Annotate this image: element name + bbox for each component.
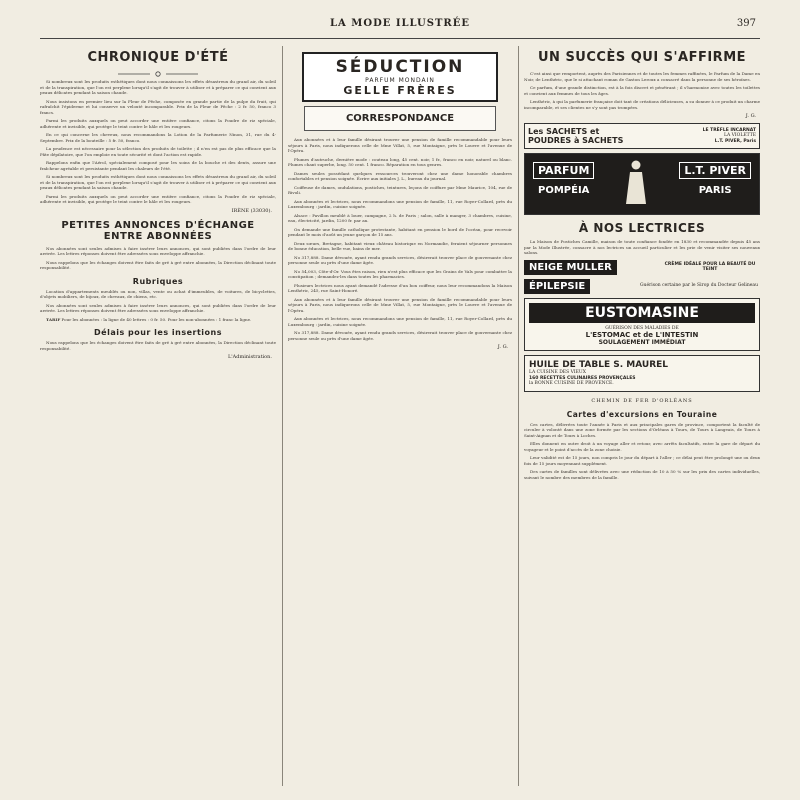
eustomasine-name: EUSTOMASINE (529, 303, 755, 323)
pompeia-advert (524, 153, 760, 215)
delays-text: Nous rappelons que les échanges doivent être faits de gré à gré entre abonnées, la Direction déclinant toute responsabilité. (40, 340, 276, 351)
page-number: 397 (736, 18, 756, 29)
correspondence-paragraph: No 54,003, Côte-d'Or. Vous êtes raison, rien n'est plus efficace que les Grains de Vals pour combattre la constipation ; demandez-les dans toutes les pharmacies. (288, 268, 512, 279)
correspondence-paragraph: No 317,888. Dame dévouée, ayant rendu grands services, désirerait trouver place de gouvernante chez personne seule ou près d'une dame âgée. (288, 330, 512, 341)
sachets-subtitle: POUDRES à SACHETS (528, 136, 624, 145)
excursion-title: Cartes d'excursions en Touraine (566, 409, 718, 419)
success-paragraph: C'est ainsi que remportent, auprès des Parisiennes et de toutes les femmes raffinées, le Parfum de la Dame en Noir, de Lenthéric, que le si attachant roman de Gaston Leroux a consacré dans la personne de ses héroïnes. (524, 71, 760, 82)
readers-title: À NOS LECTRICES (578, 221, 706, 235)
exchange-paragraph: Nous rappelons que les échanges doivent être faits de gré à gré entre abonnées, la Direction déclinant toute responsabilité. (40, 259, 276, 270)
figure-icon (621, 158, 651, 208)
correspondence-paragraph: Aux abonnées et lectrices, nous recommandons une pension de famille, 11, rue Royer-Collard, près du Luxembourg : jardin, cuisine soignée. (288, 198, 512, 209)
eustomasine-line: SOULAGEMENT IMMÉDIAT (598, 339, 686, 346)
correspondence-paragraph: No 317,888. Dame dévouée, ayant rendu grands services, désirerait trouver place de gouvernante chez personne seule ou près d'une dame âgée. (288, 254, 512, 265)
column-rule (518, 46, 519, 786)
ornament-icon (40, 71, 276, 77)
excursion-paragraph: Des cartes de familles sont délivrées avec une réduction de 10 à 50 % sur les prix des cartes individuelles, suivant le nombre des membres de la famille. (524, 469, 760, 480)
pompeia-name: POMPÉIA (538, 185, 590, 196)
correspondence-paragraph: Plusieurs lectrices nous ayant demandé l'adresse d'un bon coiffeur, nous leur recommandons la Maison Lenthéric, 245, rue Saint-Honoré. (288, 282, 512, 293)
rubrics-title: Rubriques (132, 276, 184, 286)
success-paragraph: Lenthéric, à qui la parfumerie française doit tant de créations délicieuses, a su donner à ce produit un charme incomparable, et ses clientes ne s'y sont pas trompées. (524, 99, 760, 110)
column-left (40, 46, 276, 786)
rubrics-text: Location d'appartements meublés ou non, villas, vente ou achat d'immeubles, de voitures, de bicyclettes, d'objets mobiliers, de bijoux, de chevaux, de chiens, etc. (40, 288, 276, 299)
seduction-brand: GELLE FRÈRES (343, 84, 457, 97)
success-paragraph: Ce parfum, d'une grande distinction, est à la fois discret et pénétrant ; il s'harmonise avec toutes les toilettes et convient aux femmes de tous les âges. (524, 85, 760, 96)
excursion-paragraph: Leur validité est de 15 jours, non compris le jour du départ à l'aller ; ce délai peut être prolongé une ou deux fois de 15 jours moyennant supplément. (524, 455, 760, 466)
tariff-text (40, 317, 276, 323)
chronicle-signature: IRÈNE (33030). (231, 207, 272, 214)
correspondence-paragraph: Coiffeuse de dames, ondulations, postiches, teintures, leçons de coiffure par Mme Maurice, 104, rue de Rivoli. (288, 184, 512, 195)
eustomasine-line: GUÉRISON DES MALADIES DE (605, 325, 679, 331)
sachets-advert (524, 123, 760, 149)
correspondence-paragraph: Plumes d'autruche, dernière mode : couteau long, 45 cent. noir, 1 fr., franco en noir, naturel ou blanc. Plumes chant superbe, long. 50 cent. 1 franco. Réparation en tous genres. (288, 156, 512, 167)
sachets-product: LE TRÈFLE INCARNAT (702, 127, 756, 133)
correspondence-paragraph: Aux abonnées et à leur famille désirant trouver une pension de famille recommandable pour leurs séjours à Paris, nous indiquerons celle de Mme Villat, 5, rue Montaigne, près le Louvre et l'avenue de l'Opéra. (288, 137, 512, 153)
correspondence-paragraph: Aux abonnées et à leur famille désirant trouver une pension de famille recommandable pour leurs séjours à Paris, nous indiquerons celle de Mme Villat, 5, rue Montaigne, près le Louvre et l'avenue de l'Opéra. (288, 296, 512, 313)
publication-title: LA MODE ILLUSTRÉE (330, 18, 470, 29)
sachets-product-2: LA VIOLETTE (723, 133, 756, 139)
neige-tagline: CRÈME IDÉALE POUR LA BEAUTÉ DU TEINT (664, 261, 756, 272)
maurel-name: HUILE DE TABLE S. MAUREL (529, 360, 669, 370)
chronicle-paragraph: La prudence est nécessaire pour la sélection des produits de toilette ; il n'en est pas de plus efficace que la Pâte dépilatoire, que l'on emploie en toute sécurité et dont l'action est rapide. (40, 146, 276, 157)
rubrics-text: Nos abonnées sont seules admises à faire insérer leurs annonces, qui sont publiées dans l'ordre de leur arrivée. Les lettres réponses doivent être adressées sous enveloppe affranchie. (40, 302, 276, 313)
tariff-label: TARIF (46, 316, 61, 322)
maurel-line: LA CUISINE DES VIEUX (529, 370, 586, 375)
page-header (40, 12, 760, 39)
epilepsie-advert (524, 279, 760, 294)
seduction-advert (302, 52, 498, 102)
chronicle-paragraph: Si nombreux sont les produits esthétiques dont nous connaissons les effets désastreux du grand air, du soleil et de la transpiration, que l'on est perplexe lorsqu'il s'agit de trouver à utiliser et à préparer ce qui convient aux peaux délicates pendant la saison chaude. (40, 174, 276, 190)
pompeia-parfum: PARFUM (533, 162, 594, 179)
correspondence-paragraph: Dames seules possédant quelques ressources trouveront chez une dame honorable chambres confortables et pension soignée. Écrire aux initiales J. L., bureau du journal. (288, 170, 512, 181)
excursion-paragraph: Ces cartes, délivrées toute l'année à Paris et aux principales gares de province, comportent la faculté de circuler à volonté dans une zone formée par les sections d'Orléans à Tours, de Tours à Langeais, de Tours à Saint-Aignan et de Tours à Loches. (524, 421, 760, 438)
excursion-paragraph: Elles donnent en outre droit à un voyage aller et retour, avec arrêts facultatifs, entre la gare de départ du voyageur et le point d'accès de la zone choisie. (524, 441, 760, 452)
maurel-line: la BONNE CUISINE DE PROVENCE. (529, 381, 614, 386)
sachets-title: Les SACHETS et (528, 127, 600, 136)
epilepsie-name: ÉPILEPSIE (524, 279, 590, 294)
readers-text: La Maison de Postiches Camille, maison de toute confiance fondée en 1830 et recommandée depuis 45 ans par la Mode Illustrée, consacre à nos lectrices un accueil particulier et les prie de venir visiter ses nouveaux salons. (524, 239, 760, 255)
eustomasine-line: L'ESTOMAC et de L'INTESTIN (585, 331, 699, 339)
success-signature: J. G. (745, 113, 756, 119)
sachets-brand: L.T. PIVER, Paris (714, 138, 756, 144)
neige-name: NEIGE MULLER (524, 260, 617, 275)
correspondence-paragraph: On demande une famille catholique protestante, habitant en pension le bord de l'océan, pour recevoir pendant le mois d'août un jeune garçon de 15 ans. (288, 226, 512, 237)
neige-advert (524, 260, 760, 275)
exchange-paragraph: Nos abonnées sont seules admises à faire insérer leurs annonces, qui sont publiées dans l'ordre de leur arrivée. Les lettres réponses doivent être adressées sous enveloppe affranchie. (40, 245, 276, 256)
tariff-detail: Pour les abonnées : la ligne de 40 lettres : 0 fr. 50. Pour les non-abonnées : 1 franc la ligne. (61, 316, 252, 322)
correspondence-paragraph: Deux sœurs, Bretagne, habitant vieux château historique en Normandie, feraient séjourner personnes de bonne éducation, belle vue, bains de mer. (288, 240, 512, 251)
epilepsie-text: Guérison certaine par le Sirop du Docteur Gelineau (640, 283, 758, 289)
chronicle-paragraph: Si nombreux sont les produits esthétiques dont nous connaissons les effets désastreux du grand air, du soleil et de la transpiration, que l'on est perplexe lorsqu'il s'agit de trouver à utiliser et à préparer ce qui convient aux peaux délicates pendant la saison chaude. (40, 79, 276, 95)
correspondence-banner: CORRESPONDANCE (304, 106, 496, 131)
maurel-advert (524, 355, 760, 392)
chronicle-paragraph: Rappelons enfin que l'Aérol, spécialement composé pour les soins de la bouche et des dents, assure une fraîcheur agréable et persistante pendant les chaleurs de l'été. (40, 160, 276, 171)
delays-title: Délais pour les insertions (94, 328, 222, 337)
seduction-title: SÉDUCTION (335, 57, 465, 77)
newspaper-page (40, 12, 760, 790)
correspondence-paragraph: Aux abonnées et lectrices, nous recommandons une pension de famille, 11, rue Royer-Collard, près du Luxembourg : jardin, cuisine soignée. (288, 316, 512, 327)
chronicle-paragraph: En ce qui concerne les cheveux, nous recommandons la Lotion de la Parfumerie Ninon, 31, rue du 4-Septembre. Prix de la bouteille : 5 fr. 50, franco. (40, 132, 276, 143)
correspondence-paragraph: Alsace : Pavillon meublé à louer, campagne, 2 h. de Paris ; salon, salle à manger, 3 chambres, cuisine, eau, électricité, jardin, 1200 fr. par an. (288, 212, 512, 223)
seduction-subtitle: PARFUM MONDAIN (365, 77, 435, 84)
pompeia-city: PARIS (698, 185, 732, 196)
chronicle-paragraph: Nous insistons en premier lieu sur la Fleur de Pêche, composée en grande partie de la pulpe du fruit, qui rafraîchit l'épiderme et lui conserve un velouté incomparable. Prix de la Fleur de Pêche : 2 fr. 50, franco 3 francs. (40, 98, 276, 115)
pompeia-brand: L.T. PIVER (679, 162, 751, 179)
column-middle (288, 46, 512, 786)
chronicle-title: CHRONIQUE D'ÉTÉ (87, 50, 229, 65)
administration-signature: L'Administration. (227, 354, 272, 360)
maurel-line: 160 RECETTES CULINAIRES PROVENÇALES (529, 375, 636, 381)
chronicle-paragraph: Parmi les produits auxquels on peut accorder une entière confiance, citons la Poudre de riz spéciale, adhérente et invisible, qui protège le teint contre le hâle et les rougeurs. (40, 118, 276, 129)
column-rule (282, 46, 283, 786)
exchange-title: PETITES ANNONCES D'ÉCHANGE ENTRE ABONNÉES (61, 219, 255, 242)
column-right (524, 46, 760, 786)
train-title: CHEMIN DE FER D'ORLÉANS (591, 397, 693, 404)
success-title: UN SUCCÈS QUI S'AFFIRME (537, 50, 747, 65)
correspondence-signature: J. G. (497, 344, 508, 350)
chronicle-paragraph: Parmi les produits auxquels on peut accorder une entière confiance, citons la Poudre de riz spéciale, adhérente et invisible, qui protège le teint contre le hâle et les rougeurs. (40, 193, 276, 204)
eustomasine-advert (524, 298, 760, 352)
